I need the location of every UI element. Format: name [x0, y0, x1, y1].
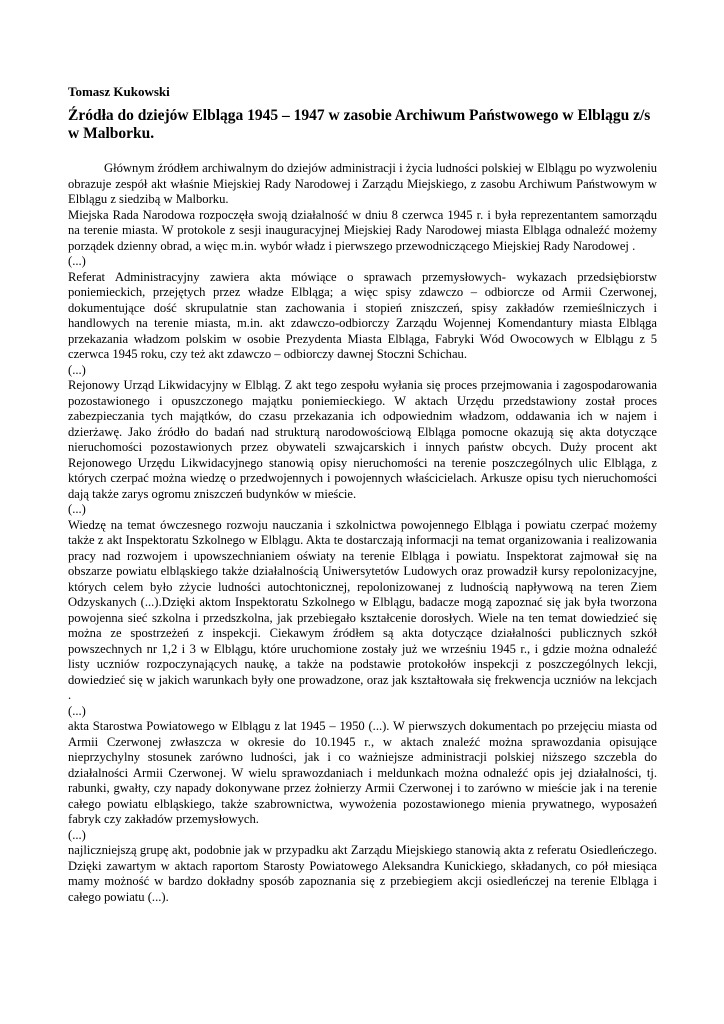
ellipsis-marker: (...) [68, 827, 86, 842]
ellipsis-marker: (...) [68, 362, 86, 377]
paragraph: Miejska Rada Narodowa rozpoczęła swoją działalność w dniu 8 czerwca 1945 r. i była reprezentantem samorządu na terenie miasta. W protokole z sesji inauguracyjnej Miejskiej Rady Narodowej miasta Elbląga odnaleźć możemy porządek dzienny obrad, a więc m.in. wybór władz i pierwszego przewodniczącego Miejskiej Rady Narodowej . [68, 207, 657, 253]
ellipsis-marker: (...) [68, 502, 86, 516]
paragraph: Rejonowy Urząd Likwidacyjny w Elbląg. Z akt tego zespołu wyłania się proces przejmowania i zagospodarowania pozostawionego i opuszczonego majątku poniemieckiego. W aktach Urzędu przedstawiony został proces zabezpieczania tych majątków, do czasu przekazania ich odpowiednim władzom, oddawania ich w najem i dzierżawę. Jako źródło do badań nad strukturą narodowościową Elbląga pomocne okazują się akta dotyczące nieruchomości pozostawionych przez obywateli szwajcarskich i innych państw obcych. Duży procent akt Rejonowego Urzędu Likwidacyjnego stanowią opisy nieruchomości na terenie poszczególnych ulic Elbląga, z których czerpać można wiedzę o przedwojennych i powojennych właścicielach. Arkusze opisu tych nieruchomości dają także zarys ogromu zniszczeń budynków w mieście. [68, 378, 657, 501]
paragraph: Referat Administracyjny zawiera akta mówiące o sprawach przemysłowych- wykazach przedsiębiorstw poniemieckich, przejętych przez władze Elbląga; a więc spisy zdawczo – odbiorcze od Armii Czerwonej, dokumentujące dość skrupulatnie stan zachowania i stopień zniszczeń, spisy zakładów rzemieślniczych i handlowych na terenie miasta, m.in. akt zdawczo-odbiorczy Zarządu Wojennej Komendantury miasta Elbląga przekazania władzom polskim w osobie Prezydenta Miasta Elbląga, Fabryki Wód Owocowych w Elblągu z 5 czerwca 1945 roku, czy też akt zdawczo – odbiorczy dawnej Stoczni Schichau. [68, 269, 657, 361]
document-page [68, 84, 657, 905]
paragraph: Głównym źródłem archiwalnym do dziejów administracji i życia ludności polskiej w Elblągu po wyzwoleniu obrazuje zespół akt właśnie Miejskiej Rady Narodowej i Zarządu Miejskiego, z zasobu Archiwum Państwowym w Elblągu z siedzibą w Malborku. [68, 161, 657, 206]
paragraph: Wiedzę na temat ówczesnego rozwoju nauczania i szkolnictwa powojennego Elbląga i powiatu czerpać możemy także z akt Inspektoratu Szkolnego w Elblągu. Akta te dostarczają informacji na temat organizowania i realizowania pracy nad rozwojem i upowszechnianiem oświaty na terenie Elbląga i powiatu. Inspektorat zajmował się na obszarze powiatu elbląskiego także działalnością Uniwersytetów Ludowych oraz prowadził kursy repolonizacyjne, których celem było zżycie ludności autochtonicznej, repolonizowanej z ludnością napływową na teren Ziem Odzyskanych (...).Dzięki aktom Inspektoratu Szkolnego w Elblągu, badacze mogą zapoznać się jak była tworzona powojenna sieć szkolna i przedszkolna, jak przebiegało kształcenie dorosłych. Wiele na ten temat dowiedzieć się można ze spostrzeżeń z inspekcji. Ciekawym źródłem są akta dotyczące działalności publicznych szkół powszechnych nr 1,2 i 3 w Elblągu, które uruchomione zostały już we wrześniu 1945 r., i gdzie można odnaleźć listy uczniów rozpoczynających naukę, a także na podstawie protokołów inspekcji z poszczególnych lekcji, dowiedzieć się w jakich warunkach były one prowadzone, oraz jak kształtowała się frekwencja uczniów na lekcjach . [68, 517, 657, 702]
document-title: Źródła do dziejów Elbląga 1945 – 1947 w zasobie Archiwum Państwowego w Elblągu z/s w Malborku. [68, 107, 651, 142]
author-name: Tomasz Kukowski [68, 84, 170, 99]
ellipsis-marker: (...) [68, 254, 86, 268]
paragraph: najliczniejszą grupę akt, podobnie jak w przypadku akt Zarządu Miejskiego stanowią akta z referatu Osiedleńczego. Dzięki zawartym w aktach raportom Starosty Powiatowego Aleksandra Kunickiego, składanych, co pół miesiąca mamy możność w bardzo dokładny sposób zapoznania się z przebiegiem akcji osiedleńczej na terenie Elbląga i całego powiatu (...). [68, 843, 657, 904]
document-body [68, 161, 657, 905]
paragraph: akta Starostwa Powiatowego w Elblągu z lat 1945 – 1950 (...). W pierwszych dokumentach po przejęciu miasta od Armii Czerwonej zwłaszcza w okresie do 10.1945 r., w aktach znaleźć można sprawozdania opisujące nieprzychylny stosunek zarówno ludności, jak i co ważniejsze administracji polskiej niższego szczebla do działalności Armii Czerwonej. W wielu sprawozdaniach i meldunkach można odnaleźć opis jej działalności, tj. rabunki, gwałty, czy napady dokonywane przez żołnierzy Armii Czerwonej i to zarówno w mieście jak i na terenie całego powiatu elbląskiego, także szabrownictwa, wywożenia pozostawionego mienia prywatnego, wyposażeń fabryk czy zakładów przemysłowych. [68, 719, 657, 826]
ellipsis-marker: (...) [68, 703, 86, 718]
